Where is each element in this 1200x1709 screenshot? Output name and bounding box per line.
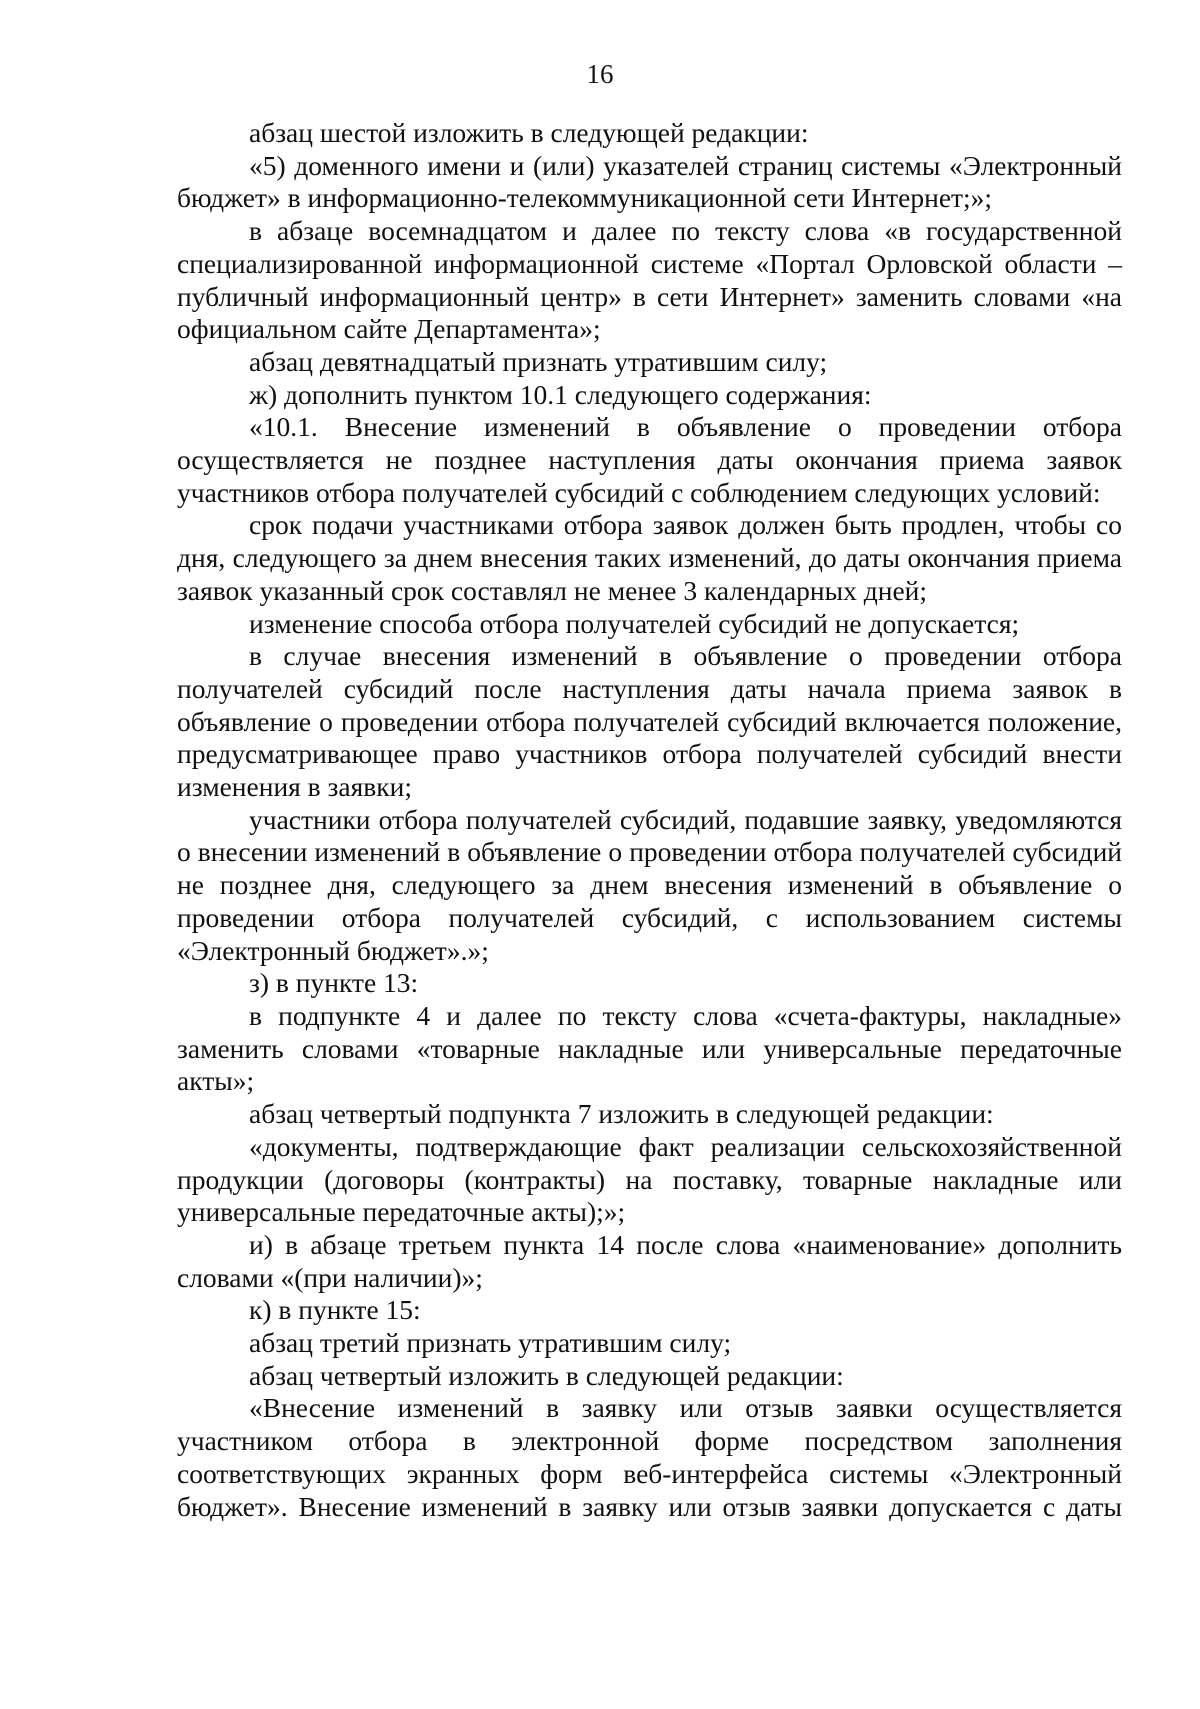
document-body: [177, 117, 1122, 1523]
paragraph: «10.1. Внесение изменений в объявление о проведении отбора осуществляется не позднее наступления даты окончания приема заявок участников отбора получателей субсидий с соблюдением следующих условий:: [177, 411, 1122, 508]
paragraph: в абзаце восемнадцатом и далее по тексту слова «в государственной специализированной информационной системе «Портал Орловской области – публичный информационный центр» в сети Интернет» заменить словами «на официальном сайте Департамента»;: [177, 215, 1122, 345]
paragraph: и) в абзаце третьем пункта 14 после слова «наименование» дополнить словами «(при наличии)»;: [177, 1228, 1122, 1293]
paragraph: ж) дополнить пунктом 10.1 следующего содержания:: [249, 378, 872, 410]
paragraph: абзац шестой изложить в следующей редакции:: [249, 117, 809, 148]
page-number: 16: [586, 59, 614, 89]
paragraph: абзац девятнадцатый признать утратившим силу;: [249, 345, 828, 377]
paragraph: «Внесение изменений в заявку или отзыв заявки осуществляется участником отбора в электронной форме посредством заполнения соответствующих экранных форм веб-интерфейса системы «Электронный бюджет». Внесение изменений в заявку или отзыв заявки допускается с даты: [177, 1392, 1122, 1522]
paragraph: в подпункте 4 и далее по тексту слова «счета-фактуры, накладные» заменить словами «товарные накладные или универсальные передаточные акты»;: [177, 999, 1122, 1097]
paragraph: в случае внесения изменений в объявление о проведении отбора получателей субсидий после наступления даты начала приема заявок в объявление о проведении отбора получателей субсидий включается положение, предусматривающее право участников отбора получателей субсидий внести изменения в заявки;: [177, 640, 1122, 803]
paragraph: абзац четвертый подпункта 7 изложить в следующей редакции:: [249, 1098, 994, 1130]
paragraph: з) в пункте 13:: [249, 967, 419, 999]
paragraph: «5) доменного имени и (или) указателей страниц системы «Электронный бюджет» в информационно-телекоммуникационной сети Интернет;»;: [177, 149, 1122, 214]
paragraph: «документы, подтверждающие факт реализации сельскохозяйственной продукции (договоры (контракты) на поставку, товарные накладные или универсальные передаточные акты);»;: [177, 1130, 1122, 1228]
paragraph: абзац четвертый изложить в следующей редакции:: [249, 1359, 844, 1391]
paragraph: срок подачи участниками отбора заявок должен быть продлен, чтобы со дня, следующего за днем внесения таких изменений, до даты окончания приема заявок указанный срок составлял не менее 3 календарных дней;: [177, 509, 1122, 606]
paragraph: изменение способа отбора получателей субсидий не допускается;: [249, 607, 1020, 639]
paragraph: абзац третий признать утратившим силу;: [249, 1327, 732, 1359]
paragraph: к) в пункте 15:: [249, 1294, 421, 1326]
paragraph: участники отбора получателей субсидий, подавшие заявку, уведомляются о внесении изменений в объявление о проведении отбора получателей субсидий не позднее дня, следующего за днем внесения изменений в объявление о проведении отбора получателей субсидий, с использованием системы «Электронный бюджет».»;: [177, 803, 1122, 966]
